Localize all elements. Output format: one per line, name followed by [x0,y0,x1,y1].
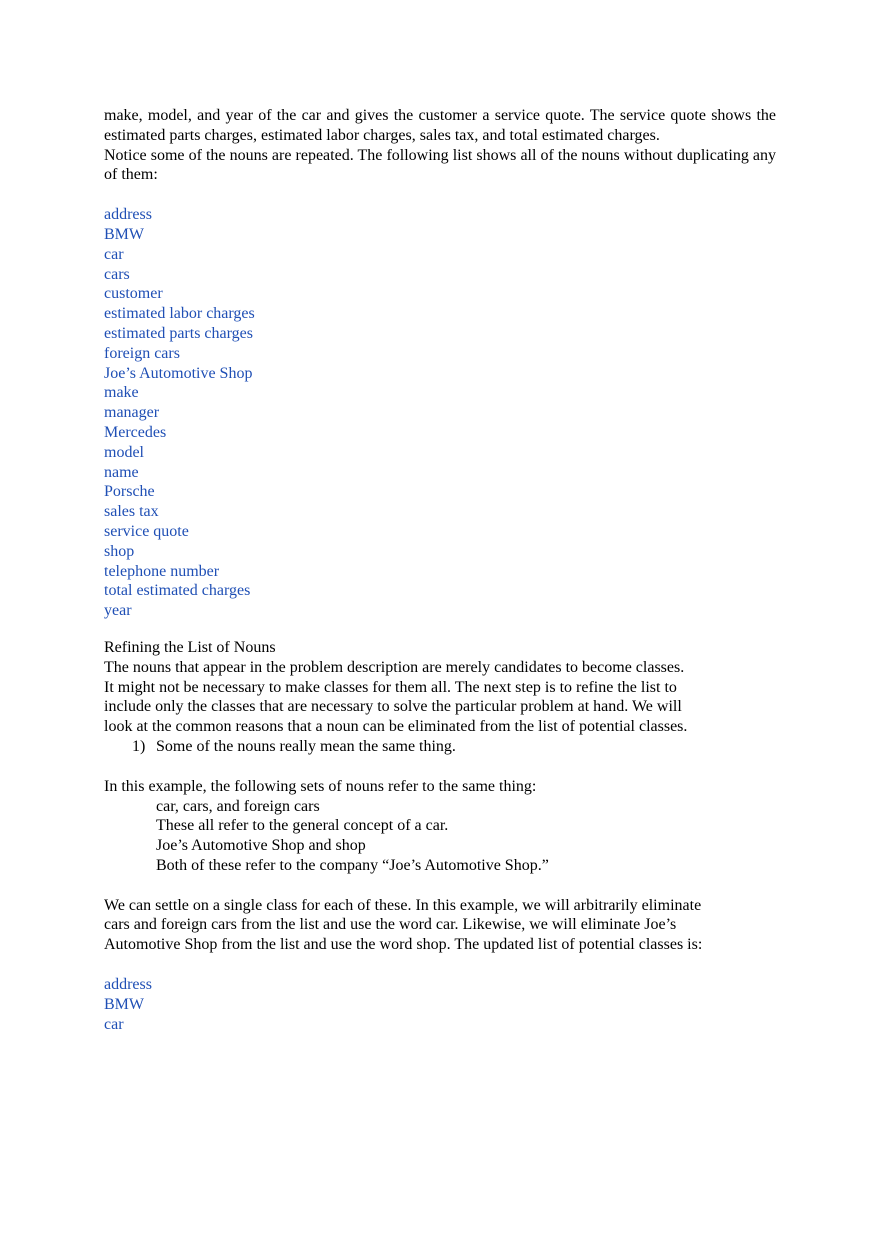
list-item: total estimated charges [104,582,251,600]
bullet-subtext: These all refer to the general concept of a car. [156,817,449,835]
list-item: sales tax [104,503,159,521]
list-item: service quote [104,522,189,540]
list-item: Mercedes [104,423,167,441]
body-line: We can settle on a single class for each of these. In this example, we will arbitrarily eliminate [104,896,702,914]
bullet-text: Joe’s Automotive Shop and shop [156,837,366,855]
list-item: telephone number [104,562,220,580]
list-item: foreign cars [104,344,180,362]
list-item: car [104,1015,124,1033]
body-line: The nouns that appear in the problem description are merely candidates to become classes. [104,658,685,676]
list-item: estimated labor charges [104,305,255,323]
list-item: year [104,602,132,620]
bullet-box-icon [131,836,156,856]
list-item: Joe’s Automotive Shop [104,364,253,382]
list-item: BMW [104,225,144,243]
body-line: look at the common reasons that a noun can be eliminated from the list of potential classes. [104,718,688,736]
bullet-text: car, cars, and foreign cars [156,797,320,815]
list-item: make [104,384,139,402]
bullet-box-icon [131,797,156,817]
intro-paragraph-1: make, model, and year of the car and gives the customer a service quote. The service quote shows the estimated parts charges, estimated labor charges, sales tax, and total estimated charges. [104,107,776,144]
list-item: cars [104,265,130,283]
body-line: Automotive Shop from the list and use the word shop. The updated list of potential classes is: [104,936,703,954]
list-item: BMW [104,995,144,1013]
list-item: name [104,463,139,481]
list-item: customer [104,285,163,303]
intro-paragraph-2: Notice some of the nouns are repeated. The following list shows all of the nouns without duplicating any of them: [104,146,776,184]
item-number: 1) [132,737,146,755]
bullet-item [104,797,776,817]
body-line: It might not be necessary to make classes for them all. The next step is to refine the list to [104,678,677,696]
noun-list [104,205,776,621]
item-text: Some of the nouns really mean the same thing. [156,737,456,755]
body-line: cars and foreign cars from the list and use the word car. Likewise, we will eliminate Joe’s [104,916,677,934]
updated-noun-list [104,975,776,1034]
bullet-item [104,836,776,856]
list-item: Porsche [104,483,155,501]
list-item: address [104,206,152,224]
body-line: include only the classes that are necessary to solve the particular problem at hand. We will [104,698,682,716]
section-heading: Refining the List of Nouns [104,638,276,656]
bullet-subtext: Both of these refer to the company “Joe’s Automotive Shop.” [156,856,549,874]
list-item: manager [104,404,160,422]
list-item: address [104,976,152,994]
list-item: estimated parts charges [104,324,253,342]
example-intro: In this example, the following sets of nouns refer to the same thing: [104,777,537,795]
document-page [104,106,776,1034]
list-item: car [104,245,124,263]
numbered-item [104,737,776,757]
list-item: model [104,443,144,461]
list-item: shop [104,542,135,560]
